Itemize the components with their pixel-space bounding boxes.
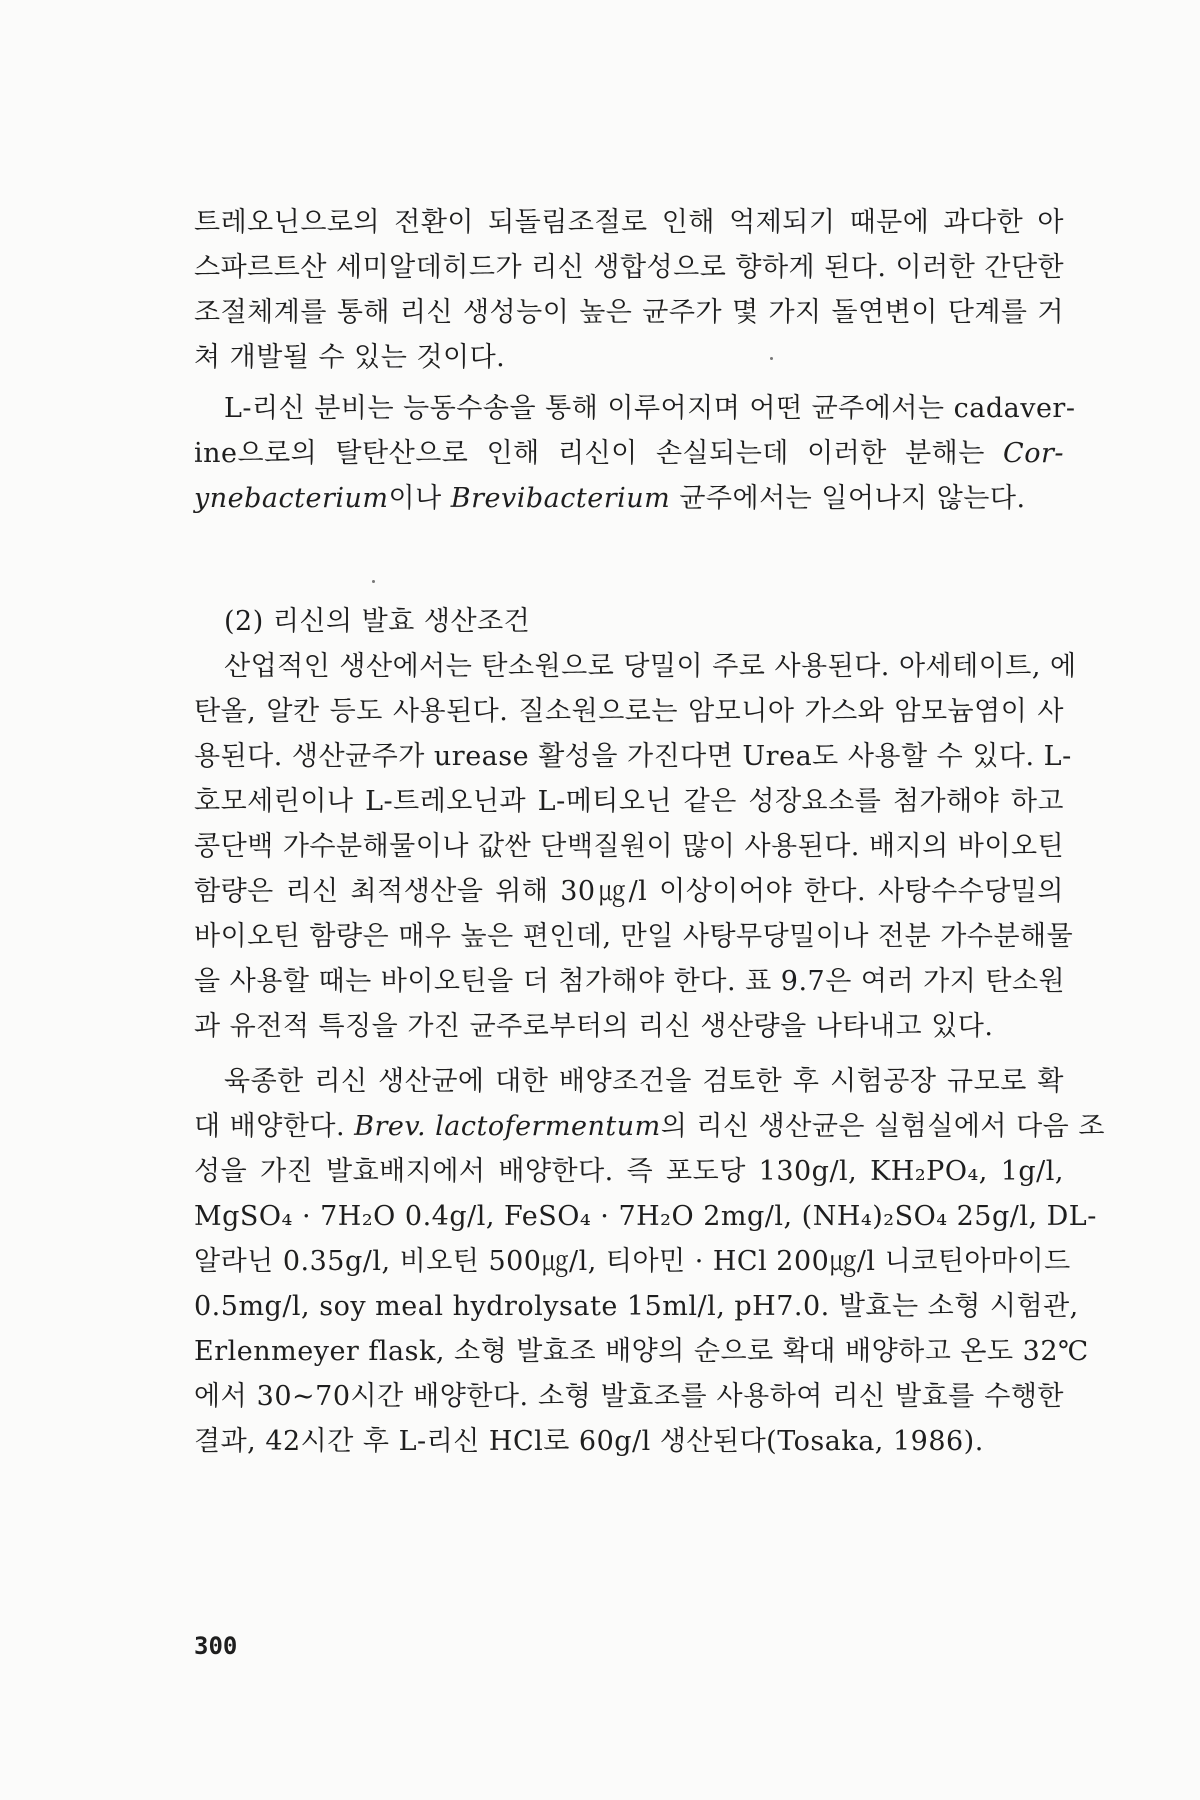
- page-number: 300: [194, 1632, 238, 1660]
- paragraph-4-line: 결과, 42시간 후 L-리신 HCl로 60g/l 생산된다(Tosaka, 1986).: [194, 1426, 984, 1457]
- paragraph-3-line: 과 유전적 특징을 가진 균주로부터의 리신 생산량을 나타내고 있다.: [194, 1011, 994, 1042]
- paragraph-4-line: MgSO₄ · 7H₂O 0.4g/l, FeSO₄ · 7H₂O 2mg/l, (NH₄)₂SO₄ 25g/l, DL-: [194, 1201, 1097, 1232]
- print-speck: [372, 580, 375, 583]
- paragraph-3: [194, 644, 1077, 1049]
- paragraph-3-line: 산업적인 생산에서는 탄소원으로 당밀이 주로 사용된다. 아세테이트, 에: [224, 651, 1077, 682]
- paragraph-2-text: 이나: [388, 483, 451, 514]
- paragraph-3-line: 콩단백 가수분해물이나 값싼 단백질원이 많이 사용된다. 배지의 바이오틴: [194, 831, 1065, 862]
- paragraph-1-line: 스파르트산 세미알데히드가 리신 생합성으로 향하게 된다. 이러한 간단한: [194, 252, 1065, 283]
- species-name: Brev. lactofermentum: [354, 1111, 661, 1142]
- paragraph-4-line: Erlenmeyer flask, 소형 발효조 배양의 순으로 확대 배양하고 온도 32℃: [194, 1336, 1089, 1367]
- paragraph-3-line: 바이오틴 함량은 매우 높은 편인데, 만일 사탕무당밀이나 전분 가수분해물: [194, 921, 1074, 952]
- paragraph-4-line: 육종한 리신 생산균에 대한 배양조건을 검토한 후 시험공장 규모로 확: [224, 1066, 1064, 1097]
- paragraph-2-text: ine으로의 탈탄산으로 인해 리신이 손실되는데 이러한 분해는: [194, 438, 1004, 469]
- section-heading: (2) 리신의 발효 생산조건: [224, 606, 531, 637]
- paragraph-2-line: [194, 431, 1064, 476]
- paragraph-3-line: 용된다. 생산균주가 urease 활성을 가진다면 Urea도 사용할 수 있다. L-: [194, 741, 1072, 772]
- paragraph-4-text: 대 배양한다.: [194, 1111, 355, 1142]
- paragraph-4-line: [194, 1104, 1105, 1149]
- paragraph-3-line: 호모세린이나 L-트레오닌과 L-메티오닌 같은 성장요소를 첨가해야 하고: [194, 786, 1064, 817]
- paragraph-1-line: 쳐 개발될 수 있는 것이다.: [194, 342, 506, 373]
- paragraph-3-line: 탄올, 알칸 등도 사용된다. 질소원으로는 암모니아 가스와 암모늄염이 사: [194, 696, 1064, 727]
- paragraph-2-line: L-리신 분비는 능동수송을 통해 이루어지며 어떤 균주에서는 cadaver-: [224, 393, 1076, 424]
- paragraph-1-line: 조절체계를 통해 리신 생성능이 높은 균주가 몇 가지 돌연변이 단계를 거: [194, 297, 1064, 328]
- species-name: Brevibacterium: [450, 483, 671, 514]
- paragraph-4-line: 0.5mg/l, soy meal hydrolysate 15ml/l, pH7.0. 발효는 소형 시험관,: [194, 1291, 1079, 1322]
- species-name: Cor-: [1003, 438, 1064, 469]
- paragraph-2: [194, 386, 1076, 521]
- print-speck: [770, 357, 773, 360]
- paragraph-4-line: 에서 30∼70시간 배양한다. 소형 발효조를 사용하여 리신 발효를 수행한: [194, 1381, 1064, 1412]
- paragraph-4-line: 알라닌 0.35g/l, 비오틴 500㎍/l, 티아민 · HCl 200㎍/l 니코틴아마이드: [194, 1246, 1071, 1277]
- page-content: [194, 200, 1105, 1464]
- paragraph-2-line: [194, 476, 1064, 521]
- paragraph-4-line: 성을 가진 발효배지에서 배양한다. 즉 포도당 130g/l, KH₂PO₄, 1g/l,: [194, 1156, 1064, 1187]
- paragraph-3-line: 을 사용할 때는 바이오틴을 더 첨가해야 한다. 표 9.7은 여러 가지 탄소원: [194, 966, 1066, 997]
- paragraph-3-line: 함량은 리신 최적생산을 위해 30㎍/l 이상이어야 한다. 사탕수수당밀의: [194, 876, 1064, 907]
- paragraph-1: [194, 200, 1064, 380]
- paragraph-2-text: 균주에서는 일어나지 않는다.: [670, 483, 1026, 514]
- paragraph-1-line: 트레오닌으로의 전환이 되돌림조절로 인해 억제되기 때문에 과다한 아: [194, 207, 1064, 238]
- species-name: ynebacterium: [194, 483, 389, 514]
- paragraph-4: [194, 1059, 1105, 1464]
- paragraph-4-text: 의 리신 생산균은 실험실에서 다음 조: [660, 1111, 1105, 1142]
